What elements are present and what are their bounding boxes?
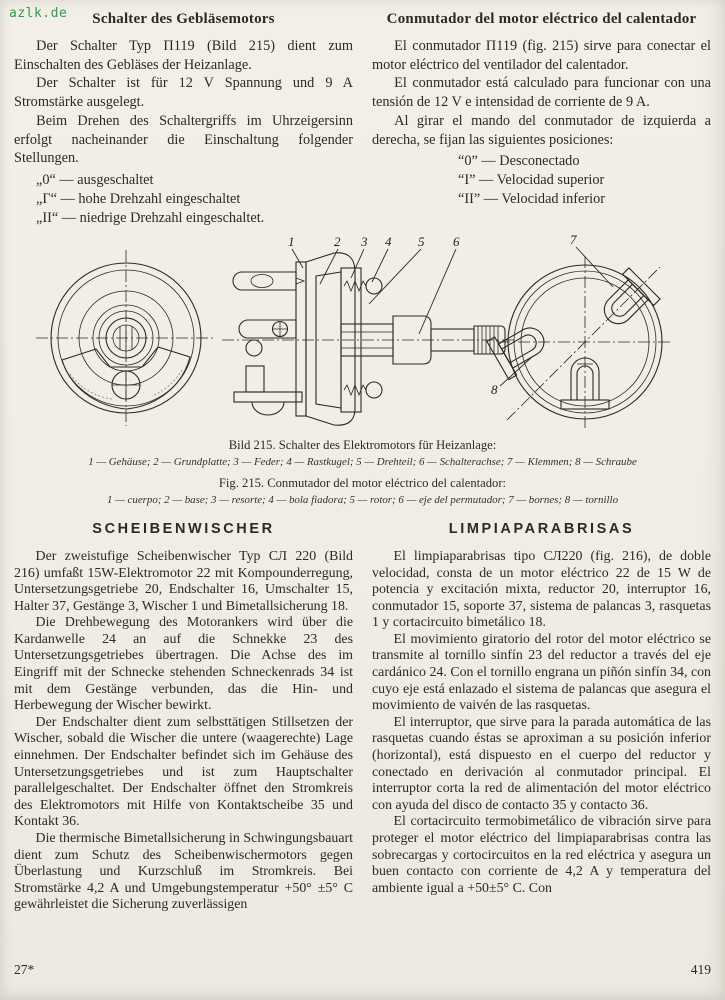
list-item: “0” — Desconectado [458,153,580,170]
spanish-wiper-section [372,519,711,914]
signature-mark: 27* [14,962,35,977]
figure-title-spanish: Fig. 215. Conmutador del motor eléctrico del calentador: [218,475,507,490]
switch-positions-list-es [372,152,711,209]
watermark-text: azlk.de [9,6,68,21]
paragraph: Der Endschalter dient zum selbsttätigen Stillsetzen der Wischer, sobald die Wischer die untere (waagerechte) Lage einnehmen. Der Endschalter befindet sich im Gehäuse des Untersetzungsgetriebes und ist zum Hauptschalter parallelgeschaltet. Der Endschalter öffnet den Stromkreis des Elektromotors mit Hilfe von Kontaktscheibe 35 und Kontakt 36. [14,714,353,830]
callout-6: 6 [453,233,460,249]
spanish-section-heading: Conmutador del motor eléctrico del calentador [386,11,697,27]
spanish-wiper-heading: LIMPIAPARABRISAS [448,520,635,537]
figure-title-german: Bild 215. Schalter des Elektromotors für Heizanlage: [228,437,497,452]
paragraph: El movimiento giratorio del rotor del motor eléctrico se transmite al tornillo sinfín 23 del reductor a través del eje cardánico 24. Con el tornillo engrana un piñón sinfín 34, con cuyo eje está enlazado el sistema de palancas que asegura el movimiento de vaivén de las rasquetas. [372,631,711,714]
top-columns [0,0,725,228]
callout-8: 8 [491,381,498,397]
paragraph: Die thermische Bimetallsicherung in Schwingungsbauart dient zum Schutz des Scheibenwischermotors gegen Überlastung und Kurzschluß im Stromkreis. Bei Stromstärke 4,2 A und Umgebungstemperatur +50° ±5° C gewährleistet die Sicherung zuverlässigen [14,831,353,913]
list-item: „II“ — niedrige Drehzahl eingeschaltet. [36,209,265,226]
german-wiper-heading: SCHEIBENWISCHER [92,520,275,537]
figure-215 [0,228,725,507]
list-item: „Г“ — hohe Drehzahl eingeschaltet [36,190,241,207]
switch-technical-drawing [0,228,725,436]
front-view [36,250,216,426]
paragraph: El conmutador está calculado para funcionar con una tensión de 12 V e intensidad de corriente de 9 A. [372,75,711,111]
german-wiper-section [14,519,353,914]
figure-captions [0,438,725,507]
paragraph: El conmutador П119 (fig. 215) sirve para conectar el motor eléctrico del ventilador del calentador. [372,38,711,73]
german-section-heading: Schalter des Gebläsemotors [92,11,275,27]
paragraph: Der Schalter Typ П119 (Bild 215) dient zum Einschalten des Gebläses der Heizanlage. [14,38,353,73]
paragraph: El cortacircuito termobimetálico de vibración sirve para proteger el motor eléctrico del limpiaparabrisas contra las sobrecargas y cortocircuitos en la red eléctrica y asegura un buen contacto con corriente de 4,2 A y temperatura del ambiente igual a +50±5° C. Con [372,814,711,896]
list-item: „0“ — ausgeschaltet [36,171,154,188]
paragraph: El limpiaparabrisas tipo СЛ220 (fig. 216), de doble velocidad, consta de un motor eléctrico 22 de 15 W de potencia y excitación mixta, reductor 20, interruptor 16, conmutador 15, soporte 37, sistema de palancas 3, rasquetas 1 y cortacircuito bimetálico 18. [372,548,711,631]
figure-legend-german: 1 — Gehäuse; 2 — Grundplatte; 3 — Feder; 4 — Rastkugel; 5 — Drehteil; 6 — Schalterachse; 7 — Klemmen; 8 — Schraube [88,455,637,468]
bottom-columns [0,507,725,914]
switch-positions-list-de [14,171,353,228]
section-view [222,234,515,425]
paragraph: Der zweistufige Scheibenwischer Typ СЛ 220 (Bild 216) umfaßt 15W-Elektromotor 22 mit Kompounderregung, Untersetzungsgetriebe 20, Endschalter 16, Umschalter 15, Halter 37, Gestänge 3, Wischer 1 und Bimetallsicherung 18. [14,548,353,614]
rear-view [487,232,672,428]
list-item: “I” — Velocidad superior [458,172,605,189]
paragraph: Beim Drehen des Schaltergriffs im Uhrzeigersinn erfolgt nacheinander die Einschaltung folgender Stellungen. [14,112,353,167]
callout-1: 1 [288,233,295,249]
list-item: “II” — Velocidad inferior [458,191,606,208]
spanish-switch-section [372,8,711,228]
callout-7: 7 [570,231,577,247]
paragraph: Al girar el mando del conmutador de izquierda a derecha, se fijan las siguientes posiciones: [372,112,711,148]
paragraph: Die Drehbewegung des Motorankers wird über die Kardanwelle 24 an auf die Schnekke 23 des Untersetzungsgetriebes übertragen. Die Achse des im Eingriff mit der Schnecke stehenden Schneckenrads 34 ist mit dem Gestänge verbunden, das die Hin- und Herbewegung der Wischer bewirkt. [14,615,353,714]
page-number: 419 [690,962,711,977]
callout-5: 5 [418,233,425,249]
callout-3: 3 [361,233,368,249]
page-footer [14,962,711,978]
callout-2: 2 [334,233,341,249]
figure-legend-spanish: 1 — cuerpo; 2 — base; 3 — resorte; 4 — bola fiadora; 5 — rotor; 6 — eje del permutador; 7 — bornes; 8 — tornillo [106,493,619,506]
callout-4: 4 [385,233,392,249]
paragraph: El interruptor, que sirve para la parada automática de las rasquetas cuando éstas se aproximan a su posición inferior (horizontal), está dispuesto en el cuerpo del reductor y conectado en derivación al conmutador principal. El interruptor corta la red de alimentación del motor eléctrico con ayuda del disco de contacto 35 y contacto 36. [372,714,711,813]
paragraph: Der Schalter ist für 12 V Spannung und 9 A Stromstärke ausgelegt. [14,75,353,111]
german-switch-section [14,8,353,228]
